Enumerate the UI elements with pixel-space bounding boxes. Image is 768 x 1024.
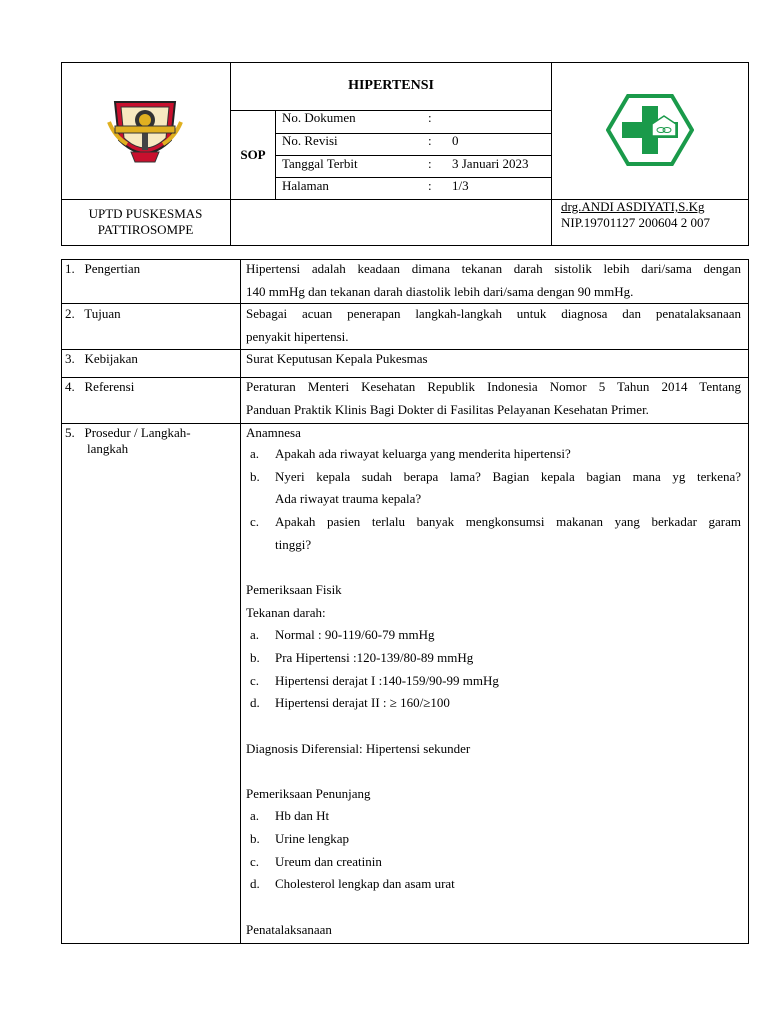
- section-label-kebijakan: 3. Kebijakan: [65, 351, 138, 366]
- pengertian-text-line: 140 mmHg dan tekanan darah diastolik lebih dari/sama dengan 90 mmHg.: [246, 284, 634, 299]
- penunjang-item: Ureum dan creatinin: [275, 854, 382, 869]
- tekanan-item: Normal : 90-119/60-79 mmHg: [275, 627, 435, 642]
- signer-nip: NIP.19701127 200604 2 007: [561, 215, 711, 230]
- org-name-line1: UPTD PUSKESMAS: [88, 206, 203, 221]
- section-label-tujuan: 2. Tujuan: [65, 306, 121, 321]
- section-label-referensi: 4. Referensi: [65, 379, 135, 394]
- list-marker: c.: [250, 514, 260, 529]
- list-marker: c.: [250, 673, 260, 688]
- doc-field-label: No. Dokumen: [282, 110, 356, 125]
- penunjang-heading: Pemeriksaan Penunjang: [246, 786, 371, 801]
- referensi-text-line: Panduan Praktik Klinis Bagi Dokter di Fasilitas Pelayanan Kesehatan Primer.: [246, 402, 649, 417]
- doc-field-sep: :: [428, 110, 432, 125]
- referensi-text-line: Peraturan Menteri Kesehatan Republik Indonesia Nomor 5 Tahun 2014 Tentang: [246, 379, 741, 394]
- puskesmas-cross-icon: [606, 94, 694, 166]
- list-marker: a.: [250, 627, 260, 642]
- doc-field-sep: :: [428, 156, 432, 171]
- doc-field-sep: :: [428, 178, 432, 193]
- anamnesa-heading: Anamnesa: [246, 425, 301, 440]
- doc-field-value: 3 Januari 2023: [452, 156, 529, 171]
- list-marker: b.: [250, 831, 260, 846]
- anamnesa-item-cont: tinggi?: [275, 537, 312, 552]
- anamnesa-item: Apakah ada riwayat keluarga yang menderita hipertensi?: [275, 446, 571, 461]
- tekanan-item: Hipertensi derajat II : ≥ 160/≥100: [275, 695, 450, 710]
- anamnesa-item: Apakah pasien terlalu banyak mengkonsumsi makanan yang berkadar garam: [275, 514, 741, 529]
- tujuan-text-line: Sebagai acuan penerapan langkah-langkah untuk diagnosa dan penatalaksanaan: [246, 306, 741, 321]
- doc-field-label: Halaman: [282, 178, 329, 193]
- puskesmas-logo: [606, 94, 694, 166]
- signer-name: drg.ANDI ASDIYATI,S.Kg: [561, 199, 705, 214]
- emblem-icon: [105, 92, 185, 168]
- doc-field-label: Tanggal Terbit: [282, 156, 358, 171]
- fisik-heading: Pemeriksaan Fisik: [246, 582, 342, 597]
- doc-field-label: No. Revisi: [282, 133, 338, 148]
- org-name-line2: PATTIROSOMPE: [97, 222, 194, 237]
- regional-emblem-logo: [105, 92, 185, 168]
- penunjang-item: Cholesterol lengkap dan asam urat: [275, 876, 455, 891]
- section-label-pengertian: 1. Pengertian: [65, 261, 141, 276]
- tujuan-text-line: penyakit hipertensi.: [246, 329, 349, 344]
- sop-label: SOP: [240, 147, 266, 162]
- doc-field-value: 0: [452, 133, 459, 148]
- list-marker: b.: [250, 469, 260, 484]
- doc-field-value: 1/3: [452, 178, 469, 193]
- list-marker: a.: [250, 808, 260, 823]
- pengertian-text-line: Hipertensi adalah keadaan dimana tekanan darah sistolik lebih dari/sama dengan: [246, 261, 741, 276]
- penatalaksanaan-heading: Penatalaksanaan: [246, 922, 332, 937]
- anamnesa-item-cont: Ada riwayat trauma kepala?: [275, 491, 422, 506]
- tekanan-heading: Tekanan darah:: [246, 605, 326, 620]
- tekanan-item: Hipertensi derajat I :140-159/90-99 mmHg: [275, 673, 499, 688]
- penunjang-item: Urine lengkap: [275, 831, 350, 846]
- list-marker: a.: [250, 446, 260, 461]
- tekanan-item: Pra Hipertensi :120-139/80-89 mmHg: [275, 650, 474, 665]
- anamnesa-item: Nyeri kepala sudah berapa lama? Bagian kepala bagian mana yg terkena?: [275, 469, 741, 484]
- list-marker: b.: [250, 650, 260, 665]
- section-label-prosedur: 5. Prosedur / Langkah-: [65, 425, 191, 440]
- list-marker: d.: [250, 695, 260, 710]
- penunjang-item: Hb dan Ht: [275, 808, 330, 823]
- section-label-prosedur-cont: langkah: [87, 441, 129, 456]
- kebijakan-text: Surat Keputusan Kepala Pukesmas: [246, 351, 428, 366]
- list-marker: d.: [250, 876, 260, 891]
- document-title: HIPERTENSI: [348, 78, 434, 93]
- list-marker: c.: [250, 854, 260, 869]
- diagnosis-text: Diagnosis Diferensial: Hipertensi sekunder: [246, 741, 471, 756]
- doc-field-sep: :: [428, 133, 432, 148]
